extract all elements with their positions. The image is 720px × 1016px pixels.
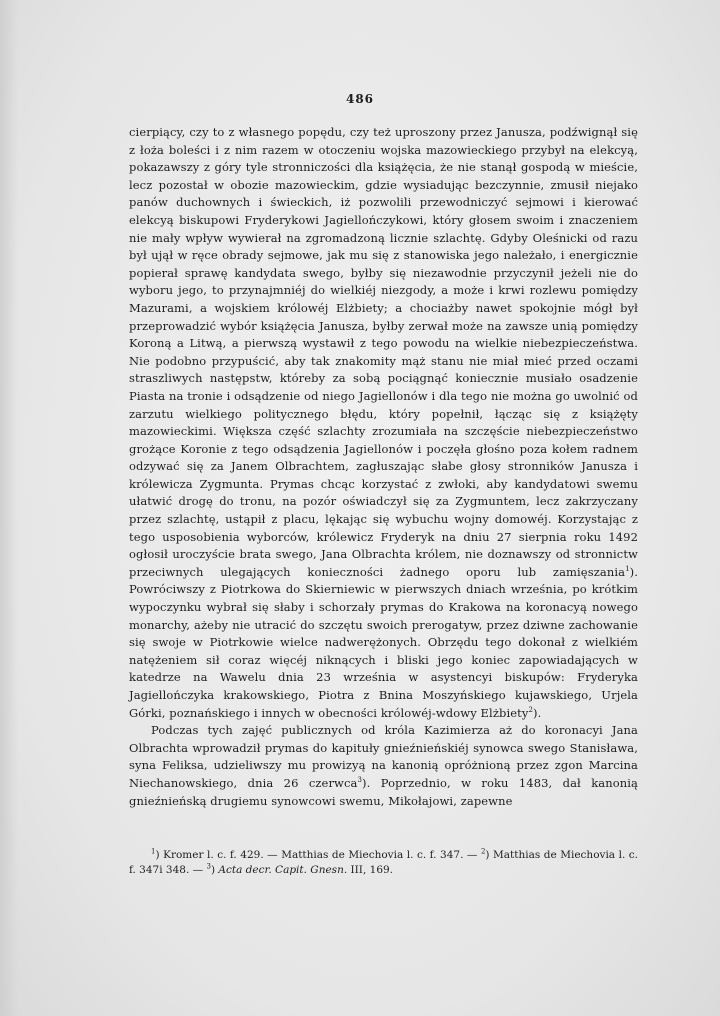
paragraph-1-continuation: . Powróciwszy z Piotrkowa do Skierniewic w pierwszych dniach września, po krótkim wypoczynku wybrał się słaby i schorzały prymas do Krakowa na koronacyą nowego monarchy, ażeby nie utracić do szczętu swoich prerogatyw, przez dziwne zachowanie się swoje w Piotrkowie wielce nadwerężonych. Obrzędu tego dokonał z wielkiém natężeniem sił coraz więcéj niknących i bliski jego koniec zapowiadających w katedrze na Wawelu dnia 23 września w asystencyi biskupów: Fryderyka Jagiellończyka krakowskiego, Piotra z Bnina Moszyńskiego kujawskiego, Urjela Górki, poznańskiego i innych w obecności królowéj-wdowy Elżbiety [129,564,638,720]
paragraph-2-continuation: ). Poprzednio, w roku 1483, dał kanonią gnieźnieńską drugiemu synowcowi swemu, Mikołajowi, zapewne [129,775,638,808]
paragraph-1-end: ). [533,705,542,720]
page-number: 486 [345,92,375,106]
main-text [129,124,638,810]
footnote-ref-1: 1 [625,565,630,574]
footnote-mark-3: 3 [206,862,211,871]
footnote-3-text: III, 169. [350,864,394,876]
footnote-1-text: Kromer l. c. f. 429. — Matthias de Miechovia l. c. f. 347. — [163,849,478,861]
paragraph-1-text: cierpiący, czy to z własnego popędu, czy też uproszony przez Janusza, podźwignął się z łoża boleści i z nim razem w otoczeniu wojska mazowieckiego przybył na elekcyą, pokazawszy z góry tyle stronniczości dla książęcia, że nie stanął gospodą w mieście, lecz pozostał w obozie mazowieckim, gdzie wysiadując bezczynnie, zmusił niejako panów duchownych i świeckich, iż pozwolili przewodniczyć sejmowi i kierować elekcyą biskupowi Fryderykowi Jagiellończykowi, który głosem swoim i znaczeniem nie mały wpływ wywierał na zgromadzoną licznie szlachtę. Gdyby Oleśnicki od razu był ujął w ręce obrady sejmowe, jak mu się z stanowiska jego należało, i energicznie popierał sprawę kandydata swego, byłby się niezawodnie przyczynił jeżeli nie do wyboru jego, to przynajmniéj do wielkiéj niezgody, a może i krwi rozlewu pomiędzy Mazurami, a wojskiem królowéj Elżbiety; a chociażby nawet spokojnie mógł był przeprowadzić wybór książęcia Janusza, byłby zerwał może na zawsze unią pomiędzy Koroną a Litwą, a pierwszą wystawił z tego powodu na wielkie niebezpieczeństwa. Nie podobno przypuścić, aby tak znakomity mąż stanu nie miał mieć przed oczami straszliwych następstw, któreby za sobą pociągnąć koniecznie musiało osadzenie Piasta na tronie i odsądzenie od niego Jagiellonów i dla tego nie można go uwolnić od zarzutu wielkiego politycznego błędu, który popełnił, łącząc się z książęty mazowieckimi. Większa część szlachty zrozumiała na szczęście niebezpieczeństwo grożące Koronie z tego odsądzenia Jagiellonów i poczęła głośno poza kołem radnem odzywać się za Janem Olbrachtem, zagłuszając słabe głosy stronników Janusza i królewicza Zygmunta. Prymas chcąc korzystać z zwłoki, aby kandydatowi swemu ułatwić drogę do tronu, na pozór oświadczył się za Zygmuntem, lecz zakrzyczany przez szlachtę, ustąpił z placu, lękając się wybuchu wojny domowéj. Korzystając z tego usposobienia wyborców, królewicz Fryderyk na dniu 27 sierpnia roku 1492 ogłosił uroczyście brata swego, Jana Olbrachta królem, nie doznawszy od stronnictw przeciwnych ulegających konieczności żadnego oporu lub zamięszania [129,125,638,579]
paragraph-1-close-paren: ) [629,564,635,579]
footnote-mark-2: 2 [480,847,486,856]
paragraph-1 [129,124,638,722]
footnote-2-text: Matthias de Miechovia l. c. f. 347i 348. — [129,849,639,876]
paragraph-2 [129,722,638,810]
footnote-mark-1: 1 [151,847,156,856]
footnote-3-title: Acta decr. Capit. Gnesn. [218,864,348,876]
paragraph-2-text: Podczas tych zajęć publicznych od króla Kazimierza aż do koronacyi Jana Olbrachta wprowadził prymas do kapituły gnieźnieńskiéj synowca swego Stanisława, syna Feliksa, udzieliwszy mu prowizyą na kanonią opróżnioną przez zgon Marcina Niechanowskiego, dnia 26 czerwca [129,723,638,790]
footnote-block: $^1$) Kromer l. c. f. 429. — Matthias de Miechovia l. c. f. 347. — $^2$) Matthias de Miechovia l. c. f. 347i 348. — $^3$) Acta decr. Capit. Gnesn. III, 169. [129,847,639,876]
footnote-ref-2: 2 [528,705,534,714]
footnotes [129,848,638,878]
page-edge-shadow [0,0,18,1016]
footnote-ref-3: 3 [357,776,363,785]
